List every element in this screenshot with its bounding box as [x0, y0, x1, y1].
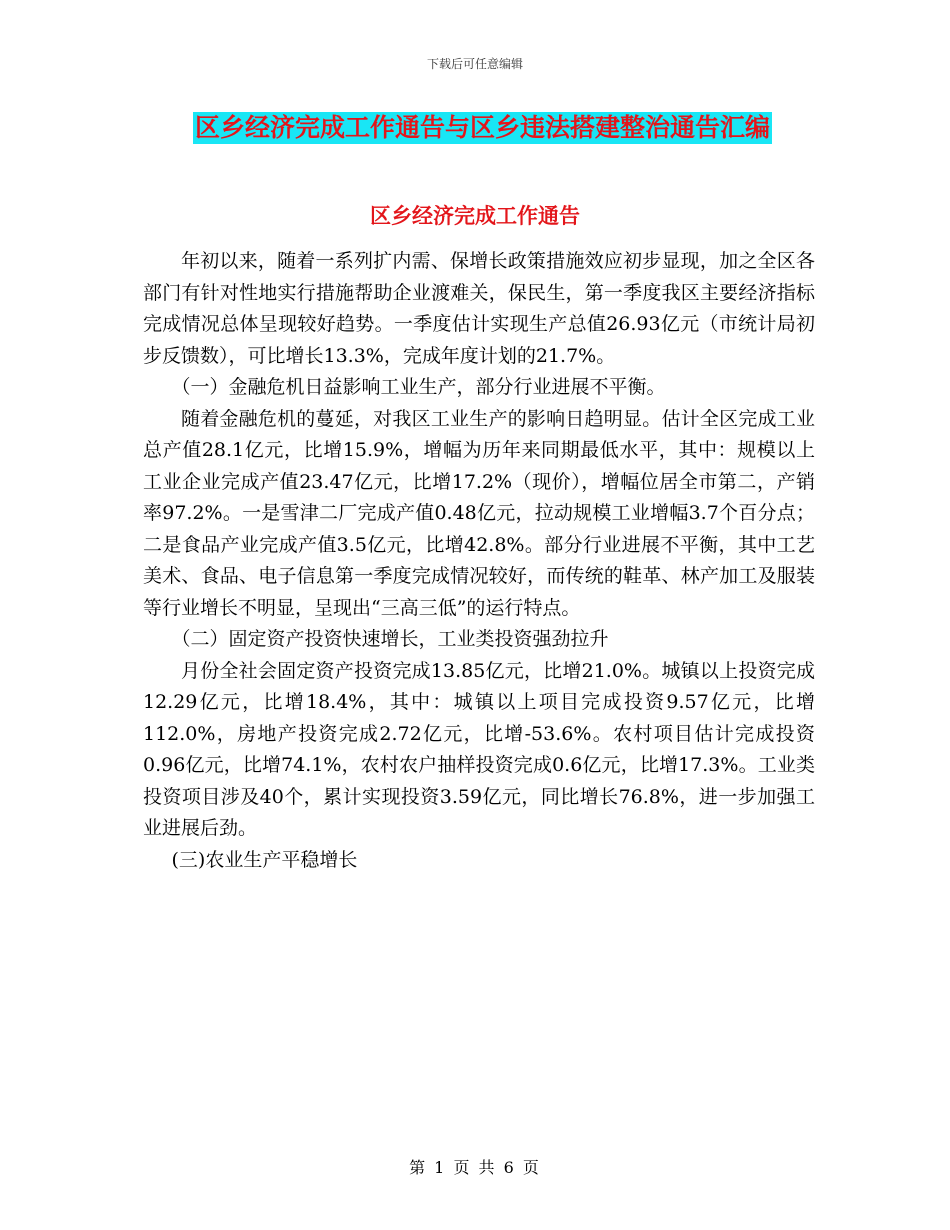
- paragraph-intro: 年初以来，随着一系列扩内需、保增长政策措施效应初步显现，加之全区各部门有针对性地实行措施帮助企业渡难关，保民生，第一季度我区主要经济指标完成情况总体呈现较好趋势。一季度估计实现生产总值26.93亿元（市统计局初步反馈数），可比增长13.3%，完成年度计划的21.7%。: [143, 250, 815, 367]
- page-footer: 第 1 页 共 6 页: [409, 1158, 541, 1177]
- subheading-agriculture: (三)农业生产平稳增长: [171, 848, 358, 871]
- subheading-investment: （二）固定资产投资快速增长，工业类投资强劲拉升: [171, 628, 609, 650]
- paragraph-investment: 月份全社会固定资产投资完成13.85亿元，比增21.0%。城镇以上投资完成12.29亿元，比增18.4%，其中：城镇以上项目完成投资9.57亿元，比增112.0%，房地产投资完成2.72亿元，比增-53.6%。农村项目估计完成投资0.96亿元，比增74.1%，农村农户抽样投资完成0.6亿元，比增17.3%。工业类投资项目涉及40个，累计实现投资3.59亿元，同比增长76.8%，进一步加强工业进展后劲。: [143, 659, 815, 839]
- document-title: 区乡经济完成工作通告与区乡违法搭建整治通告汇编: [195, 113, 771, 142]
- section-title: 区乡经济完成工作通告: [370, 204, 580, 228]
- subheading-industry: （一）金融危机日益影响工业生产，部分行业进展不平衡。: [171, 376, 666, 398]
- paragraph-industry: 随着金融危机的蔓延，对我区工业生产的影响日趋明显。估计全区完成工业总产值28.1亿元，比增15.9%，增幅为历年来同期最低水平，其中：规模以上工业企业完成产值23.47亿元，比增17.2%（现价），增幅位居全市第二，产销率97.2%。一是雪津二厂完成产值0.48亿元，拉动规模工业增幅3.7个百分点；二是食品产业完成产值3.5亿元，比增42.8%。部分行业进展不平衡，其中工艺美术、食品、电子信息第一季度完成情况较好，而传统的鞋革、林产加工及服装等行业增长不明显，呈现出“三高三低”的运行特点。: [143, 407, 815, 619]
- header-note: 下载后可任意编辑: [426, 57, 523, 71]
- document-body: [143, 246, 815, 876]
